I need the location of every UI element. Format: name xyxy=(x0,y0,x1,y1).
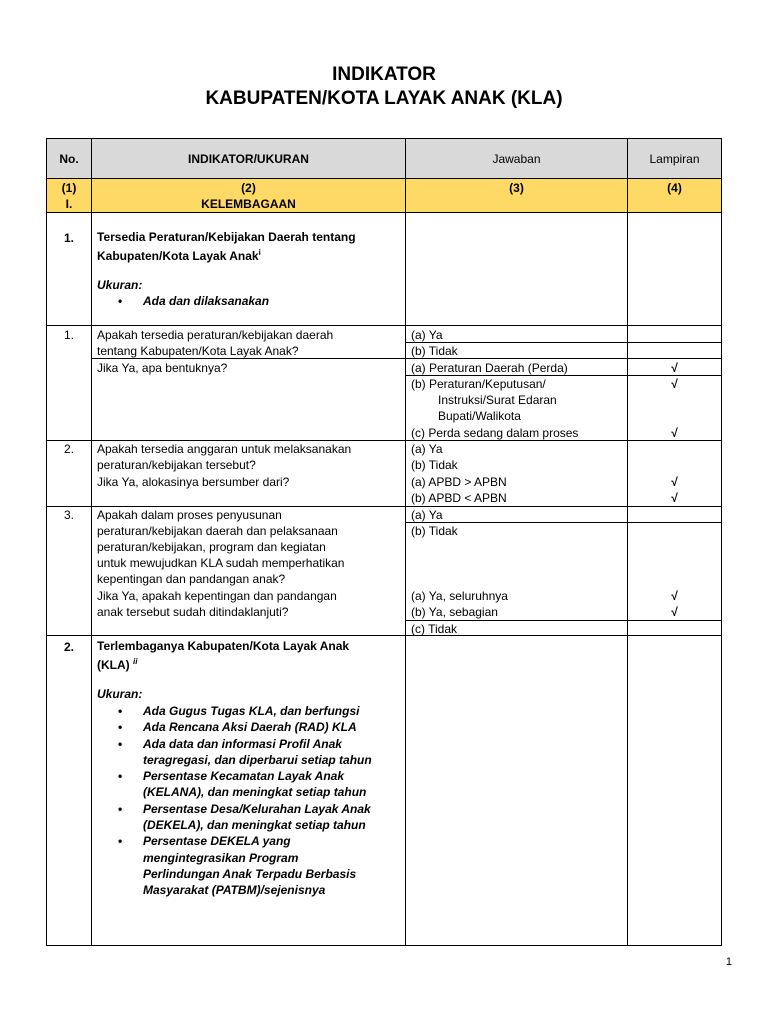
header-jawaban: Jawaban xyxy=(405,138,628,179)
ind2-bullet-6-line3: Perlindungan Anak Terpadu Berbasis xyxy=(143,867,357,881)
header-no: No. xyxy=(46,138,92,179)
q-no-cell xyxy=(46,325,92,636)
q3-check-1: √ xyxy=(671,589,678,603)
q1-form-c: (c) Perda sedang dalam proses xyxy=(411,426,579,440)
ind2-bullet-4-line2: (KELANA), dan meningkat setiap tahun xyxy=(143,785,367,799)
ind1-no-cell xyxy=(46,212,92,326)
q3-line-5: kepentingan dan pandangan anak? xyxy=(97,572,286,586)
q2-line-3: Jika Ya, alokasinya bersumber dari? xyxy=(97,475,290,489)
ind1-number: 1. xyxy=(63,231,74,245)
col-number-1: (1) xyxy=(61,181,77,195)
bullet-icon: • xyxy=(118,720,123,734)
q1-check-2: √ xyxy=(671,377,678,391)
q2-answer-a: (a) Ya xyxy=(411,442,443,456)
q3-number: 3. xyxy=(63,508,74,522)
q2-source-b: (b) APBD < APBN xyxy=(411,491,507,505)
q1-line-2: tentang Kabupaten/Kota Layak Anak? xyxy=(97,344,299,358)
q2-line-1: Apakah tersedia anggaran untuk melaksanakan xyxy=(97,442,352,456)
ind1-ukuran-label: Ukuran: xyxy=(97,278,143,292)
bullet-icon: • xyxy=(118,294,123,308)
ind2-bullet-1: Ada Gugus Tugas KLA, dan berfungsi xyxy=(143,704,360,718)
q2-line-2: peraturan/kebijakan tersebut? xyxy=(97,458,256,472)
ind2-bullet-6-line2: mengintegrasikan Program xyxy=(143,851,299,865)
q1-line-3: Jika Ya, apa bentuknya? xyxy=(97,361,228,375)
q3-check-2: √ xyxy=(671,605,678,619)
q1-form-b-cont1: Instruksi/Surat Edaran xyxy=(438,393,557,407)
ind2-ukuran-label: Ukuran: xyxy=(97,687,143,701)
ind2-bullet-5-line2: (DEKELA), dan meningkat setiap tahun xyxy=(143,818,366,832)
q1-form-b: (b) Peraturan/Keputusan/ xyxy=(411,377,546,391)
col-number-4: (4) xyxy=(627,178,722,213)
bullet-icon: • xyxy=(118,737,123,751)
ind1-footnote-ref: i xyxy=(258,248,261,257)
ind2-bullet-3-line2: teragregasi, dan diperbarui setiap tahun xyxy=(143,753,372,767)
document-subtitle: KABUPATEN/KOTA LAYAK ANAK (KLA) xyxy=(205,88,563,109)
q1-check-1: √ xyxy=(671,361,678,375)
ind2-bullet-3-line1: Ada data dan informasi Profil Anak xyxy=(143,737,342,751)
ind1-jawaban-cell xyxy=(405,212,628,326)
q1-number: 1. xyxy=(63,328,74,342)
header-lampiran: Lampiran xyxy=(627,138,722,179)
q2-number: 2. xyxy=(63,442,74,456)
q3-line-7: anak tersebut sudah ditindaklanjuti? xyxy=(97,605,289,619)
numbering-col2 xyxy=(91,178,406,213)
bullet-icon: • xyxy=(118,704,123,718)
page-number: 1 xyxy=(725,956,732,968)
bullet-icon: • xyxy=(118,834,123,848)
q2-check-1: √ xyxy=(671,475,678,489)
ind2-title-text: (KLA) xyxy=(97,658,130,672)
ind2-number: 2. xyxy=(63,640,74,654)
bullet-icon: • xyxy=(118,769,123,783)
q2-check-2: √ xyxy=(671,491,678,505)
bullet-icon: • xyxy=(118,802,123,816)
ind2-bullet-2: Ada Rencana Aksi Daerah (RAD) KLA xyxy=(143,720,357,734)
ind2-bullet-5-line1: Persentase Desa/Kelurahan Layak Anak xyxy=(143,802,371,816)
ind1-title-line2 xyxy=(97,245,261,264)
q3-followup-a: (a) Ya, seluruhnya xyxy=(411,589,508,603)
ind1-bullet-1: Ada dan dilaksanakan xyxy=(143,294,270,308)
q3-followup-b: (b) Ya, sebagian xyxy=(411,605,498,619)
ind2-bullet-4-line1: Persentase Kecamatan Layak Anak xyxy=(143,769,344,783)
col-number-3: (3) xyxy=(405,178,628,213)
ind1-title-line1: Tersedia Peraturan/Kebijakan Daerah tentang xyxy=(97,230,356,244)
ind2-bullet-6-line4: Masyarakat (PATBM)/sejenisnya xyxy=(143,883,326,897)
document-title: INDIKATOR xyxy=(332,64,436,85)
q3-line-1: Apakah dalam proses penyusunan xyxy=(97,508,282,522)
ind2-no-cell xyxy=(46,635,92,946)
ind1-title-text: Kabupaten/Kota Layak Anak xyxy=(97,249,259,263)
q3-answer-b: (b) Tidak xyxy=(411,524,458,538)
q3-line-6: Jika Ya, apakah kepentingan dan pandangan xyxy=(97,589,337,603)
q3-line-2: peraturan/kebijakan daerah dan pelaksanaan xyxy=(97,524,338,538)
section-title: KELEMBAGAAN xyxy=(201,197,296,211)
ind2-bullet-6-line1: Persentase DEKELA yang xyxy=(143,834,291,848)
header-indikator: INDIKATOR/UKURAN xyxy=(91,138,406,179)
q1-form-b-cont2: Bupati/Walikota xyxy=(438,409,521,423)
section-number: I. xyxy=(65,197,73,211)
q1-answer-a: (a) Ya xyxy=(411,328,443,342)
ind1-lampiran-cell xyxy=(627,212,722,326)
col-number-2: (2) xyxy=(241,181,256,195)
q1-check-3: √ xyxy=(671,426,678,440)
q3-answer-a: (a) Ya xyxy=(411,508,443,522)
ind2-jawaban-cell xyxy=(405,635,628,946)
ind2-title-line2 xyxy=(97,654,137,673)
q3-line-3: peraturan/kebijakan, program dan kegiatan xyxy=(97,540,326,554)
q1-answer-b: (b) Tidak xyxy=(411,344,458,358)
q2-answer-b: (b) Tidak xyxy=(411,458,458,472)
ind2-title-line1: Terlembaganya Kabupaten/Kota Layak Anak xyxy=(97,639,350,653)
numbering-col1 xyxy=(46,178,92,213)
q3-line-4: untuk mewujudkan KLA sudah memperhatikan xyxy=(97,556,345,570)
ind2-lampiran-cell xyxy=(627,635,722,946)
q1-form-a: (a) Peraturan Daerah (Perda) xyxy=(411,361,568,375)
q2-source-a: (a) APBD > APBN xyxy=(411,475,507,489)
q3-followup-c: (c) Tidak xyxy=(411,622,458,636)
q1-line-1: Apakah tersedia peraturan/kebijakan daerah xyxy=(97,328,334,342)
ind2-footnote-ref: ii xyxy=(133,657,138,666)
